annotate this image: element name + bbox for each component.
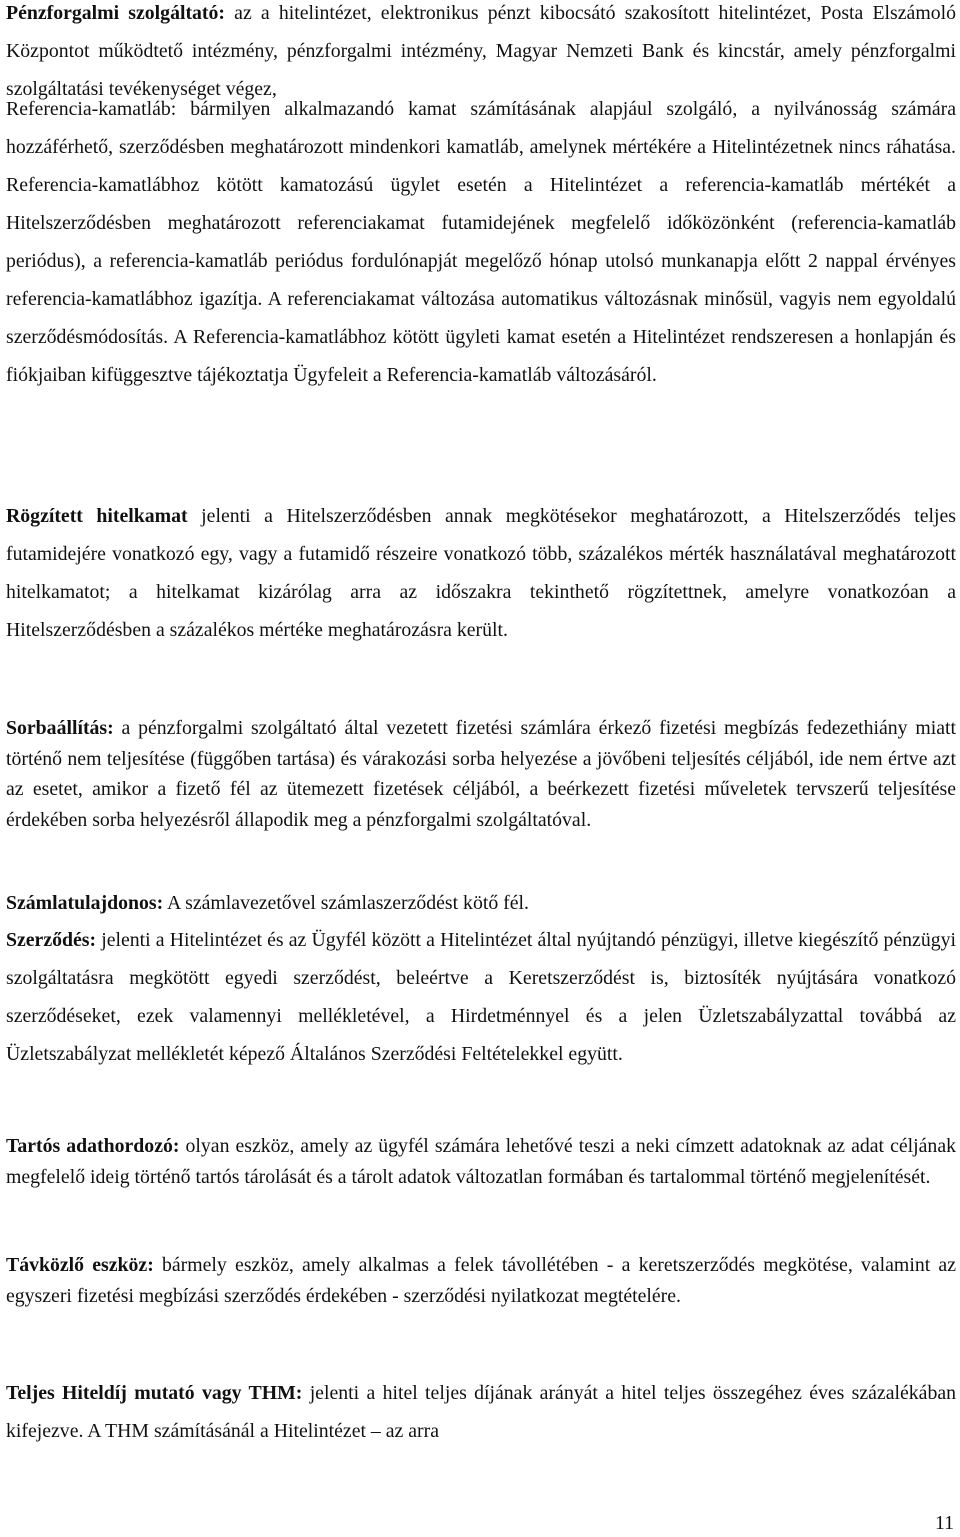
paragraph-text: az a hitelintézet, elektronikus pénzt kibocsátó szakosított hitelintézet, Posta Elszámoló Központot működtető intézmény, pénzforgalmi intézmény, Magyar Nemzeti Bank és kincstár, amely pénzforgalmi szolgáltatási tevékenységet végez,: [6, 2, 956, 100]
paragraph-rogzitett-hitelkamat: [6, 497, 956, 649]
paragraph-text: jelenti a hitel teljes díjának arányát a hitel teljes összegéhez éves százalékában kifejezve. A THM számításánál a Hitelintézet – az arra: [6, 1382, 957, 1442]
paragraph-text: Referencia-kamatláb: bármilyen alkalmazandó kamat számításának alapjául szolgáló, a nyilvánosság számára hozzáférhető, szerződésben meghatározott mindenkori kamatláb, amelynek mértékére a Hitelintézetnek nincs ráhatása. Referencia-kamatlábhoz kötött kamatozású ügylet esetén a Hitelintézet a referencia-kamatláb mértékét a Hitelszerződésben meghatározott referenciakamat futamidejének megfelelő időközönként (referencia-kamatláb periódus), a referencia-kamatláb periódus fordulónapját megelőző hónap utolsó munkanapja előtt 2 nappal érvényes referencia-kamatlábhoz igazítja. A referenciakamat változása automatikus változásnak minősül, vagyis nem egyoldalú szerződésmódosítás. A Referencia-kamatlábhoz kötött ügyleti kamat esetén a Hitelintézet rendszeresen a honlapján és fiókjaiban kifüggesztve tájékoztatja Ügyfeleit a Referencia-kamatláb változásáról.: [6, 98, 956, 386]
paragraph-szerzodes: [6, 921, 956, 1073]
paragraph-text: olyan eszköz, amely az ügyfél számára lehetővé teszi a neki címzett adatoknak az adat céljának megfelelő ideig történő tartós tárolását és a tárolt adatok változatlan formában és tartalommal történő megjelenítését.: [6, 1135, 956, 1188]
paragraph-referencia-kamatlab: [6, 90, 956, 394]
paragraph-text: jelenti a Hitelintézet és az Ügyfél között a Hitelintézet által nyújtandó pénzügyi, illetve kiegészítő pénzügyi szolgáltatásra megkötött egyedi szerződést, beleértve a Keretszerződést is, biztosíték nyújtására vonatkozó szerződéseket, ezek valamennyi mellékletével, a Hirdetménnyel és a jelen Üzletszabályzattal továbbá az Üzletszabályzat mellékletét képező Általános Szerződési Feltételekkel együtt.: [6, 929, 956, 1065]
term-heading: Sorbaállítás:: [6, 717, 114, 739]
paragraph-text: jelenti a Hitelszerződésben annak megkötésekor meghatározott, a Hitelszerződés teljes futamidejére vonatkozó egy, vagy a futamidő részeire vonatkozó több, százalékos mérték használatával meghatározott hitelkamatot; a hitelkamat kizárólag arra az időszakra tekinthető rögzítettnek, amelyre vonatkozóan a Hitelszerződésben a százalékos mértéke meghatározásra került.: [6, 505, 956, 641]
paragraph-sorbaallitas: [6, 713, 956, 835]
paragraph-text: bármely eszköz, amely alkalmas a felek távollétében - a keretszerződés megkötése, valamint az egyszeri fizetési megbízási szerződés érdekében - szerződési nyilatkozat megtételére.: [6, 1254, 956, 1307]
term-heading: Szerződés:: [6, 929, 97, 951]
term-heading: Távközlő eszköz:: [6, 1254, 154, 1276]
paragraph-tavkozlo-eszkoz: [6, 1250, 956, 1311]
term-heading: Rögzített hitelkamat: [6, 505, 188, 527]
term-heading: Számlatulajdonos:: [6, 892, 164, 914]
term-heading: Teljes Hiteldíj mutató vagy THM:: [6, 1382, 303, 1404]
term-heading: Pénzforgalmi szolgáltató:: [6, 2, 225, 24]
term-heading: Tartós adathordozó:: [6, 1135, 180, 1157]
paragraph-text: a pénzforgalmi szolgáltató által vezetett fizetési számlára érkező fizetési megbízás fedezethiány miatt történő nem teljesítése (függőben tartása) és várakozási sorba helyezése a jövőbeni teljesítés céljából, ide nem értve azt az esetet, amikor a fizető fél az ütemezett fizetések céljából, a beérkezett fizetési műveletek tervszerű teljesítése érdekében sorba helyezésről állapodik meg a pénzforgalmi szolgáltatóval.: [6, 717, 956, 831]
paragraph-tartos-adathordozo: [6, 1131, 956, 1192]
paragraph-szamlatulajdonos: [6, 888, 956, 919]
paragraph-thm: [6, 1374, 956, 1450]
paragraph-text: A számlavezetővel számlaszerződést kötő fél.: [163, 892, 529, 914]
page-number: 11: [934, 1512, 954, 1534]
